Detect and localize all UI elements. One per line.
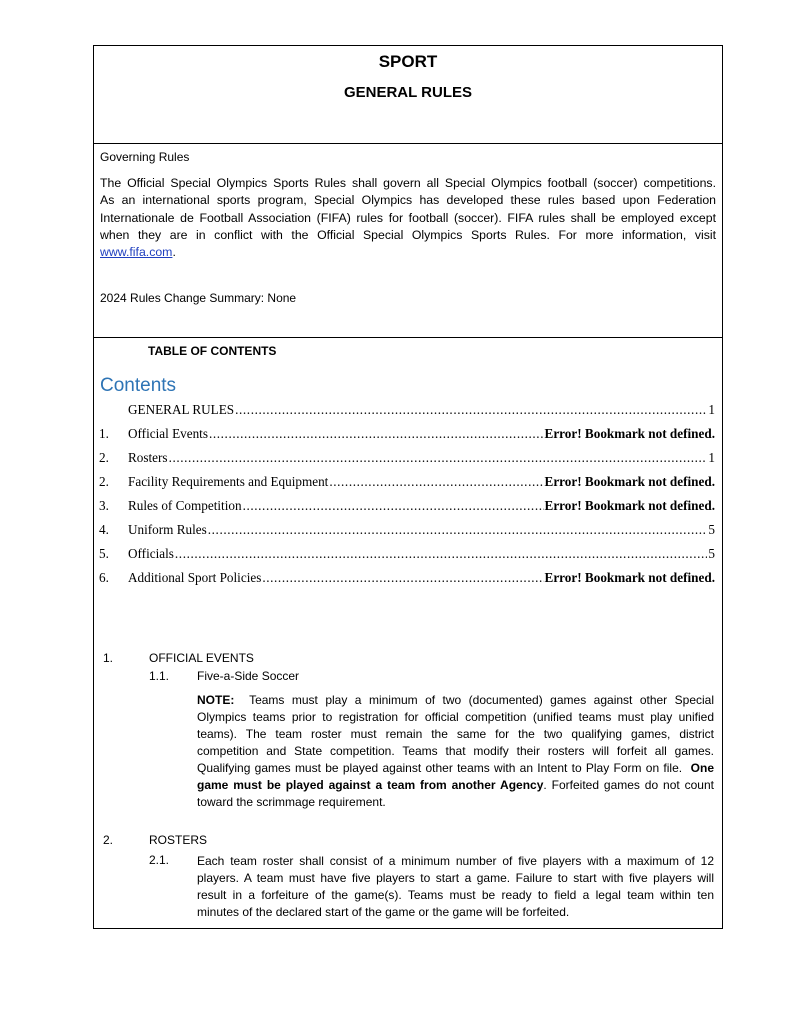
toc-entry[interactable] [99,520,715,538]
toc-page: Error! Bookmark not defined. [544,426,715,441]
note-label: NOTE: [197,693,235,707]
toc-leader [209,426,544,442]
governing-rules-paragraph [100,175,716,261]
subsection-number: 2.1. [149,853,170,867]
toc-label: Additional Sport Policies [128,570,262,585]
toc-entry[interactable] [99,424,715,442]
toc-label: Official Events [128,426,208,441]
toc-label: Rosters [128,450,168,465]
note-bold: game must be played against a team from another Agency [197,778,544,792]
note-line: teams). The team roster must remain the same for the two qualifying games, district [197,727,714,741]
contents-label: Contents [100,375,177,396]
toc-num: 2. [99,450,109,465]
toc-num: 4. [99,522,109,537]
toc-entry[interactable] [99,568,715,586]
paragraph-line: Internationale de Football Association (FIFA) rules for football (soccer). FIFA rules shall be employed except [100,210,716,225]
subsection-number: 1.1. [149,669,170,683]
toc-page: Error! Bookmark not defined. [544,498,715,513]
rosters-paragraph [197,853,714,921]
toc-leader [329,474,543,490]
rosters-line: Each team roster shall consist of a minimum number of five players with a maximum of 12 [197,854,714,868]
toc-page: 5 [708,546,715,561]
table-of-contents [99,400,715,600]
page-subtitle: GENERAL RULES [343,84,473,101]
rules-page-frame [93,45,723,929]
toc-leader [169,450,708,466]
paragraph-line: The Official Special Olympics Sports Rules shall govern all Special Olympics football (soccer) competitions. [100,176,716,190]
toc-page: 1 [708,402,715,417]
toc-leader [208,522,708,538]
toc-entry[interactable] [99,496,715,514]
toc-label: Uniform Rules [128,522,207,537]
note-line: Teams must play a minimum of two (documented) games against other Special [249,693,714,707]
toc-leader [262,570,543,586]
toc-page: Error! Bookmark not defined. [544,474,715,489]
note-line: toward the scrimmage requirement. [197,795,386,809]
section-title: OFFICIAL EVENTS [149,651,254,665]
link-suffix: . [172,245,176,260]
toc-entry[interactable] [99,472,715,490]
subsection-title: Five-a-Side Soccer [197,669,300,683]
section-title: ROSTERS [149,833,208,847]
toc-leader [235,402,707,418]
toc-label: Officials [128,546,174,561]
toc-num: 1. [99,426,109,441]
note-line: Olympics teams prior to registration for official competition (unified teams must play unified [197,710,714,724]
toc-label: Rules of Competition [128,498,242,513]
note-bold: One [690,761,714,775]
note-paragraph [197,692,714,811]
rosters-line: minutes of the declared start of the game or the game will be forfeited. [197,905,570,919]
toc-entry[interactable] [99,400,715,418]
toc-entry[interactable] [99,544,715,562]
toc-num: 3. [99,498,109,513]
toc-leader [175,546,708,562]
divider [94,143,722,144]
page-title: SPORT [378,52,438,71]
paragraph-line: when they are in conflict with the Official Special Olympics Sports Rules. For more information, visit [100,227,716,242]
toc-num: 5. [99,546,109,561]
note-line: competition and State competition. Teams that modify their rosters will forfeit all games. [197,744,714,758]
toc-page: 1 [708,450,715,465]
note-line: . Forfeited games do not count [543,778,714,792]
section-number: 1. [103,651,114,665]
rosters-line: players. A team must have five players to start a game. Failure to start with five players will [197,871,714,885]
toc-num: 6. [99,570,109,585]
section-number: 2. [103,833,114,847]
toc-label: Facility Requirements and Equipment [128,474,329,489]
toc-label: GENERAL RULES [128,402,235,417]
toc-entry[interactable] [99,448,715,466]
rosters-line: result in a forfeiture of the game(s). Teams must be ready to field a legal team within ten [197,888,714,902]
divider [94,337,722,338]
rules-change-summary: 2024 Rules Change Summary: None [100,291,297,305]
governing-rules-heading: Governing Rules [100,150,190,164]
paragraph-line: As an international sports program, Special Olympics has developed these rules based upon Federation [100,193,716,208]
toc-page: Error! Bookmark not defined. [544,570,715,585]
toc-leader [243,498,544,514]
toc-page: 5 [708,522,715,537]
note-line: Qualifying games must be played against other teams with an Intent to Play Form on file. [197,761,683,775]
fifa-link[interactable]: www.fifa.com [100,245,173,260]
toc-num: 2. [99,474,109,489]
toc-heading: TABLE OF CONTENTS [148,344,277,358]
